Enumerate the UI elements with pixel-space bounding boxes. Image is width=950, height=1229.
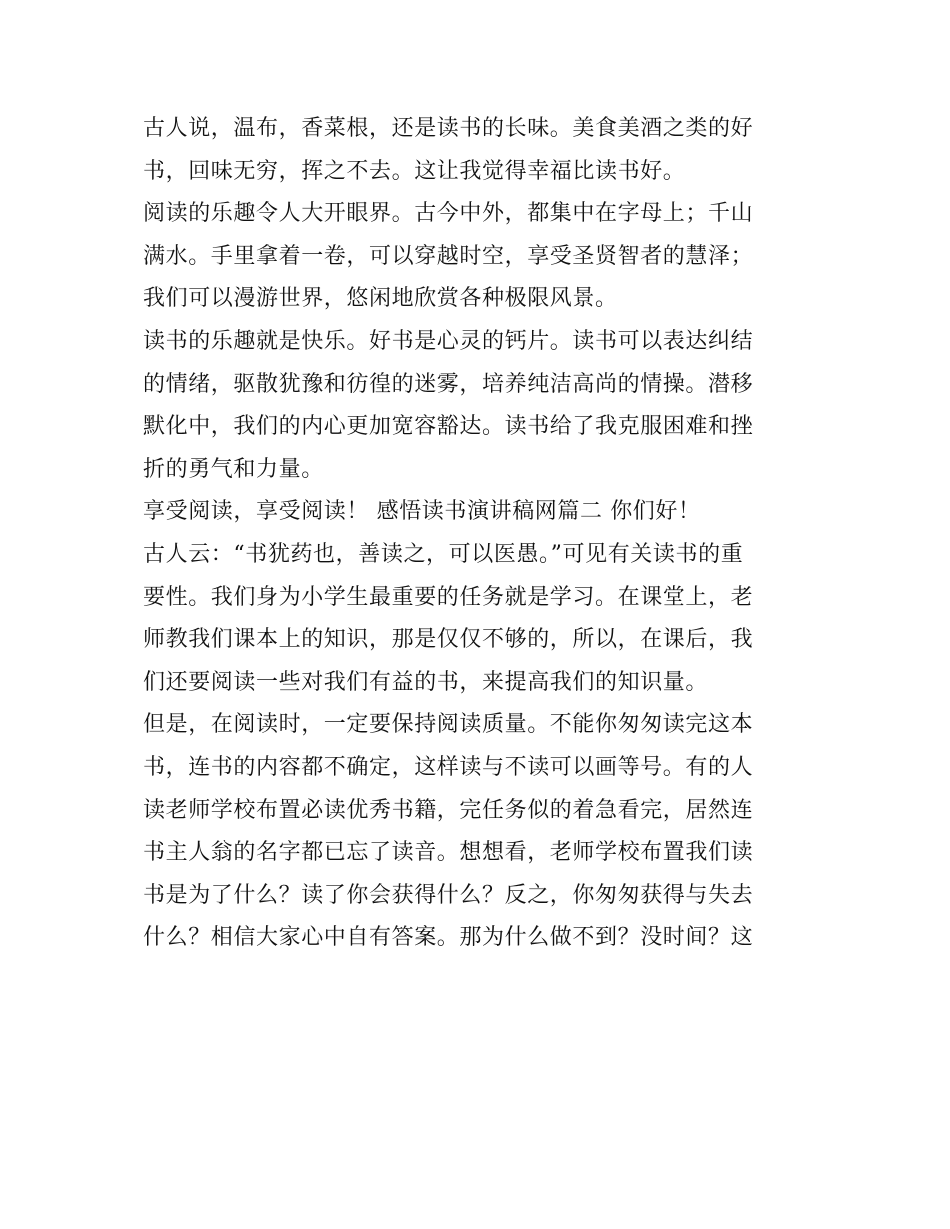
text-line: 古人云：“书犹药也，善读之，可以医愚。”可见有关读书的重 [143, 541, 744, 567]
text-line: 书，回味无穷，挥之不去。这让我觉得幸福比读书好。 [143, 158, 686, 184]
text-line: 要性。我们身为小学生最重要的任务就是学习。在课堂上，老 [143, 584, 754, 610]
text-line: 默化中，我们的内心更加宽容豁达。读书给了我克服困难和挫 [143, 414, 754, 440]
text-line: 师教我们课本上的知识，那是仅仅不够的，所以，在课后，我 [143, 627, 754, 653]
text-line: 读老师学校布置必读优秀书籍，完任务似的着急看完，居然连 [143, 797, 754, 823]
text-line: 读书的乐趣就是快乐。好书是心灵的钙片。读书可以表达纠结 [143, 328, 754, 354]
text-line: 书是为了什么？读了你会获得什么？反之，你匆匆获得与失去 [143, 882, 754, 908]
text-line: 阅读的乐趣令人大开眼界。古今中外，都集中在字母上；千山 [143, 201, 754, 227]
text-line: 们还要阅读一些对我们有益的书，来提高我们的知识量。 [143, 669, 709, 695]
text-line: 古人说，温布，香菜根，还是读书的长味。美食美酒之类的好 [143, 116, 754, 141]
text-line: 书，连书的内容都不确定，这样读与不读可以画等号。有的人 [143, 754, 754, 780]
text-line: 折的勇气和力量。 [143, 456, 324, 482]
text-line: 的情绪，驱散犹豫和彷徨的迷雾，培养纯洁高尚的情操。潜移 [143, 371, 754, 397]
text-line: 什么？相信大家心中自有答案。那为什么做不到？没时间？这 [143, 925, 754, 951]
text-line: 书主人翁的名字都已忘了读音。想想看，老师学校布置我们读 [143, 840, 754, 866]
text-line: 我们可以漫游世界，悠闲地欣赏各种极限风景。 [143, 286, 618, 312]
text-line: 享受阅读，享受阅读！ 感悟读书演讲稿网篇二 你们好！ [143, 499, 701, 525]
text-line: 满水。手里拿着一卷，可以穿越时空，享受圣贤智者的慧泽； [143, 243, 754, 269]
document-body [143, 108, 813, 960]
text-line: 但是，在阅读时，一定要保持阅读质量。不能你匆匆读完这本 [143, 712, 754, 738]
